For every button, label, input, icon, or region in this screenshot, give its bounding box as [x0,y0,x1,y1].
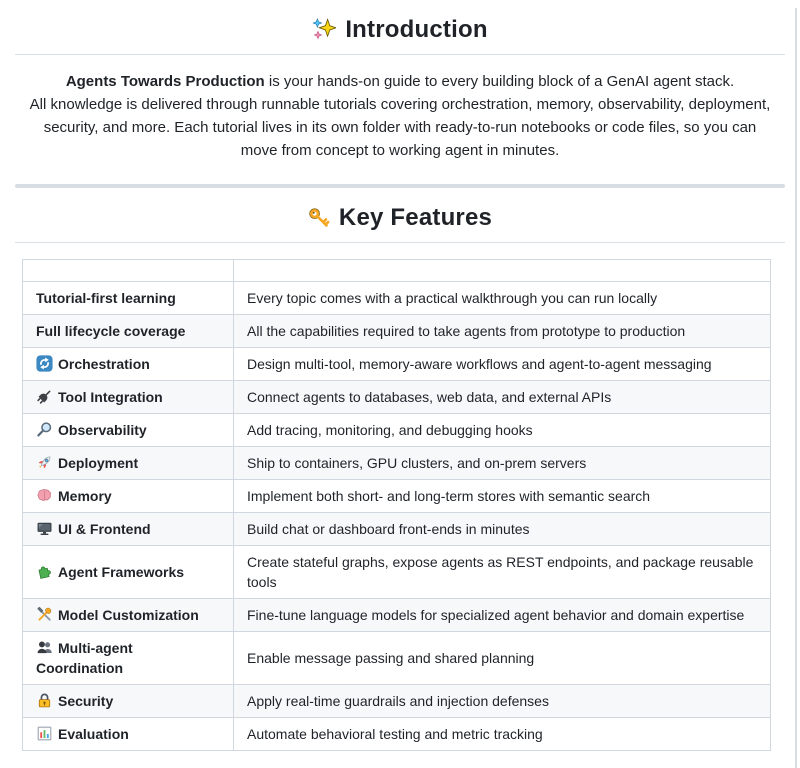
table-row [23,599,771,632]
feature-name: Observability [23,414,234,447]
feature-description: Design multi-tool, memory-aware workflows and agent-to-agent messaging [234,348,771,381]
feature-name: Model Customization [23,599,234,632]
busts-icon [36,639,53,656]
table-row [23,685,771,718]
table-row [23,282,771,315]
table-row [23,414,771,447]
bar-chart-icon [36,725,53,742]
header-cell-feature [23,260,234,282]
table-row [23,632,771,685]
monitor-icon [36,520,53,537]
table-row [23,718,771,751]
brain-icon [36,487,53,504]
plug-icon [36,388,53,405]
table-row [23,348,771,381]
feature-name: Multi-agent Coordination [23,632,234,685]
lock-icon [36,692,53,709]
feature-name: Memory [23,480,234,513]
feature-name: Security [23,685,234,718]
feature-name: Evaluation [23,718,234,751]
rocket-icon [36,454,53,471]
feature-name: Agent Frameworks [23,546,234,599]
feature-name: Tutorial-first learning [23,282,234,315]
feature-description: Build chat or dashboard front-ends in minutes [234,513,771,546]
feature-name: Deployment [23,447,234,480]
puzzle-icon [36,563,53,580]
feature-description: Implement both short- and long-term stores with semantic search [234,480,771,513]
magnifier-icon [36,421,53,438]
intro-bold-lead: Agents Towards Production [65,73,265,90]
table-row [23,480,771,513]
feature-description: Automate behavioral testing and metric tracking [234,718,771,751]
table-row [23,546,771,599]
key-features-title: Key Features [338,204,493,231]
feature-description: All the capabilities required to take agents from prototype to production [234,315,771,348]
feature-name: Tool Integration [23,381,234,414]
feature-description: Ship to containers, GPU clusters, and on-prem servers [234,447,771,480]
feature-description: Every topic comes with a practical walkthrough you can run locally [234,282,771,315]
header-cell-description [234,260,771,282]
feature-description: Add tracing, monitoring, and debugging hooks [234,414,771,447]
window-right-edge [795,8,797,768]
introduction-heading [15,0,785,55]
key-features-table [22,259,771,751]
intro-line1-rest: is your hands-on guide to every building block of a GenAI agent stack. [264,73,735,90]
hammer-wrench-icon [36,606,53,623]
introduction-title: Introduction [345,16,488,43]
table-header-row [23,260,771,282]
table-row [23,513,771,546]
intro-body-text: All knowledge is delivered through runnable tutorials covering orchestration, memory, observability, deployment, security, and more. Each tutorial lives in its own folder with ready-to-run notebooks or code files, so you can move from concept to working agent in minutes. [29,96,771,159]
key-features-heading [15,188,785,243]
feature-name: UI & Frontend [23,513,234,546]
feature-name: Orchestration [23,348,234,381]
sparkles-icon [312,17,336,41]
feature-description: Connect agents to databases, web data, and external APIs [234,381,771,414]
feature-description: Create stateful graphs, expose agents as REST endpoints, and package reusable tools [234,546,771,599]
feature-description: Apply real-time guardrails and injection defenses [234,685,771,718]
introduction-paragraph [25,70,775,162]
feature-description: Enable message passing and shared planning [234,632,771,685]
table-row [23,381,771,414]
feature-name: Full lifecycle coverage [23,315,234,348]
repeat-icon [36,355,53,372]
table-row [23,447,771,480]
key-icon [308,207,330,229]
table-row [23,315,771,348]
feature-description: Fine-tune language models for specialized agent behavior and domain expertise [234,599,771,632]
